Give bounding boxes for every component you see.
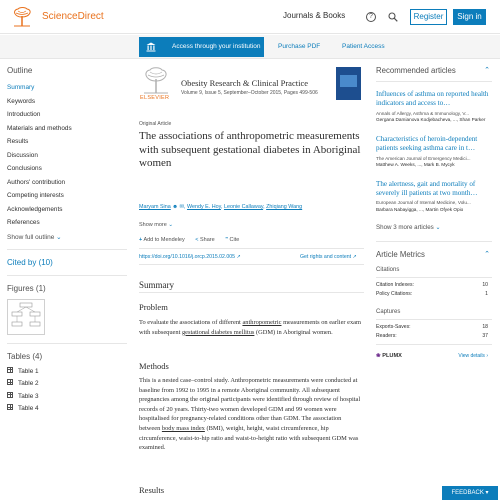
cite-button[interactable] [225,237,239,243]
external-link-icon: ↗ [352,254,357,260]
rights-link[interactable] [300,254,357,260]
outline-item-conclusions[interactable]: Conclusions [7,165,42,172]
outline-item-acknowledgements[interactable]: Acknowledgements [7,205,63,213]
top-bar [0,0,500,34]
table-icon [7,379,13,385]
text: To evaluate the associations of different [139,319,243,326]
recommended-article [376,180,492,214]
problem-paragraph [139,318,364,337]
results-heading: Results [139,485,165,495]
text: (BMI), weight, height, waist circumference, hip circumference, waist-to-hip ratio and waist-to-height ratio with subsequent GDM was examined. [139,424,359,452]
share-label: Share [200,237,215,243]
author-link[interactable]: Zhiqiang Wang [266,204,303,210]
chevron-down-icon: ⌄ [56,233,62,241]
divider [376,319,492,320]
table-label: Table 4 [18,405,39,412]
outline-item-contribution[interactable]: Authors' contribution [7,178,66,186]
brand-name[interactable]: ScienceDirect [42,11,104,22]
rights-text: Get rights and content [300,254,352,260]
outline-sidebar [7,66,127,416]
recommended-article-authors: Gergana Damianova Kodjebacheva, ..., Shan Parker [376,117,486,123]
methods-paragraph [139,376,364,453]
table-link-3[interactable] [7,391,127,404]
share-icon: < [195,237,199,243]
divider [376,277,492,278]
recommended-article-source: Annals of Allergy, Asthma & Immunology, V... [376,110,469,116]
problem-heading: Problem [139,302,168,312]
add-mendeley-button[interactable] [139,237,185,243]
view-details-link[interactable] [458,353,488,359]
outline-item-introduction[interactable]: Introduction [7,111,41,118]
access-institution-button[interactable] [139,37,264,57]
show-more-articles-button[interactable] [376,224,492,231]
external-link-icon: ↗ [236,254,241,260]
outline-item-results[interactable]: Results [7,138,29,145]
cover-graphic [340,75,357,87]
show-full-outline-label: Show full outline [7,233,55,241]
table-label: Table 2 [18,380,39,387]
quote-icon: ” [225,237,228,243]
plumx-label: PLUMX [382,353,402,360]
elsevier-tree-logo-icon[interactable] [8,7,36,27]
table-label: Table 1 [18,367,39,375]
metric-value: 18 [482,324,488,331]
divider [376,81,492,82]
article-title: The associations of anthropometric measurements with subsequent gestational diabetes in Aboriginal women [139,130,361,169]
metric-value: 1 [485,291,488,298]
recommended-article-title[interactable]: Influences of asthma on reported health indicators and access to… [376,90,489,108]
feedback-icon: ▾ [485,490,489,496]
metric-row [376,332,492,341]
chevron-down-icon: ⌄ [435,224,441,232]
journal-volume[interactable]: Volume 9, Issue 5, September–October 2015, Pages 499-506 [181,90,318,96]
publisher-name: ELSEVIER [140,95,170,101]
divider [376,241,492,242]
divider [376,344,492,345]
journal-cover-image[interactable] [336,67,361,100]
article-type: Original Article [139,121,172,127]
author-link[interactable]: Leonie Callaway [223,204,264,210]
chevron-down-icon: ⌄ [168,222,173,228]
term-link[interactable]: anthropometric [242,319,282,326]
patient-access-link[interactable]: Patient Access [342,43,385,50]
outline-item-keywords[interactable]: Keywords [7,97,36,105]
table-icon [7,404,13,410]
text: measurements on earlier exam with subsequent [139,319,361,336]
cited-by-link[interactable]: Cited by (10) [7,257,53,267]
author-link[interactable]: Maryam Sina [139,204,171,210]
help-icon[interactable]: ? [366,12,376,22]
captures-heading: Captures [376,309,401,316]
author-list: Maryam Sina ☻ ✉, Wendy E. Hoy, Leonie Callaway, Zhiqiang Wang [139,204,303,210]
text: This is a nested case–control study. Anthropometric measurements were conducted at baseline from 1992 to 1995 in a remote Aboriginal community. All subsequent pregnancies among the original participants were identified through review of hospital records of 20 years. Thirty-two women developed GDM and 99 women were hospitalised for pregnancy-related conditions other than GDM. The association between [139,377,361,432]
metric-label: Readers: [376,333,397,340]
figures-title: Figures (1) [7,283,46,293]
access-bar [0,35,500,59]
citations-heading: Citations [376,267,400,274]
add-mendeley-label: Add to Mendeley [143,237,185,243]
outline-item-materials[interactable]: Materials and methods [7,124,72,132]
view-details-label: View details [458,353,485,360]
search-icon[interactable] [388,12,398,22]
metric-row [376,323,492,332]
chevron-up-icon[interactable]: ⌃ [484,251,490,259]
figure-thumbnail[interactable] [7,299,45,335]
plus-icon: + [139,237,143,243]
text: (GDM) in Aboriginal women. [254,328,333,336]
divider [139,292,364,293]
register-button[interactable]: Register [410,9,447,25]
feedback-label: FEEDBACK [451,490,484,496]
show-more-label: Show more [139,222,167,228]
summary-heading: Summary [139,280,174,290]
author-link[interactable]: Wendy E. Hoy [186,204,221,210]
table-icon [7,392,13,398]
recommended-article-title[interactable]: Characteristics of heroin-dependent patients seeking asthma care in t… [376,134,478,153]
recommended-article-title[interactable]: The alertness, gait and mortality of severely ill patients at two month… [376,179,478,198]
journal-title[interactable]: Obesity Research & Clinical Practice [181,78,308,88]
divider [7,275,127,276]
metric-value: 37 [482,333,488,340]
chevron-up-icon[interactable]: ⌃ [484,67,490,74]
divider [7,343,127,344]
show-full-outline-button[interactable] [7,233,127,241]
plumx-badge[interactable] [376,353,492,359]
metrics-title: Article Metrics [376,250,425,260]
recommended-article [376,135,492,169]
cite-label: Cite [229,237,240,243]
feedback-button[interactable] [442,486,498,500]
term-link[interactable]: body mass index [161,424,205,432]
outline-item-competing[interactable]: Competing interests [7,192,64,199]
divider [139,264,364,265]
plumx-logo-icon: ❀ [376,353,381,360]
institution-icon [146,42,156,52]
metric-value: 10 [482,282,488,289]
doi-link[interactable] [139,254,241,260]
purchase-pdf-link[interactable]: Purchase PDF [278,43,321,50]
outline-item-discussion[interactable]: Discussion [7,151,38,159]
metric-label: Exports-Saves: [376,324,411,331]
metric-row [376,290,492,299]
metric-row [376,281,492,290]
recommended-title: Recommended articles [376,66,456,75]
article-actions [139,237,248,243]
show-more-articles-label: Show 3 more articles [376,224,434,232]
tables-title: Tables (4) [7,351,43,361]
person-icon[interactable]: ☻ [172,204,178,210]
recommended-article-source: European Journal of Internal Medicine, Volu... [376,200,471,206]
share-button[interactable] [195,237,214,243]
right-sidebar [376,66,492,359]
access-institution-label: Access through your institution [172,43,261,50]
metric-label: Citation Indexes: [376,282,414,289]
outline-item-references[interactable]: References [7,219,40,226]
recommended-article [376,90,492,124]
outline-item-summary[interactable]: Summary [7,84,35,91]
sign-in-button[interactable]: Sign in [453,9,486,25]
methods-heading: Methods [139,361,169,371]
table-link-1[interactable] [7,366,127,379]
chevron-right-icon: › [486,353,488,360]
metric-label: Policy Citations: [376,291,413,298]
table-link-4[interactable] [7,403,127,416]
journals-books-link[interactable]: Journals & Books [283,11,346,20]
recommended-article-source: The American Journal of Emergency Medici... [376,155,471,161]
recommended-article-authors: Barbara Nabayigga, ..., Martin Ofyek Opio [376,206,464,212]
divider [7,249,127,250]
outline-title: Outline [7,66,33,75]
term-link[interactable]: gestational diabetes mellitus [181,328,255,336]
show-more-button[interactable] [139,222,173,228]
figure-flowchart-icon [8,300,44,334]
table-label: Table 3 [18,392,39,400]
doi-text: https://doi.org/10.1016/j.orcp.2015.02.005 [139,254,236,260]
table-link-2[interactable] [7,378,127,391]
divider [139,248,364,249]
table-icon [7,367,13,373]
recommended-article-authors: Matthew A. Weeks, ..., Mark B. Mycyk [376,162,455,168]
email-icon[interactable]: ✉ [179,204,184,210]
